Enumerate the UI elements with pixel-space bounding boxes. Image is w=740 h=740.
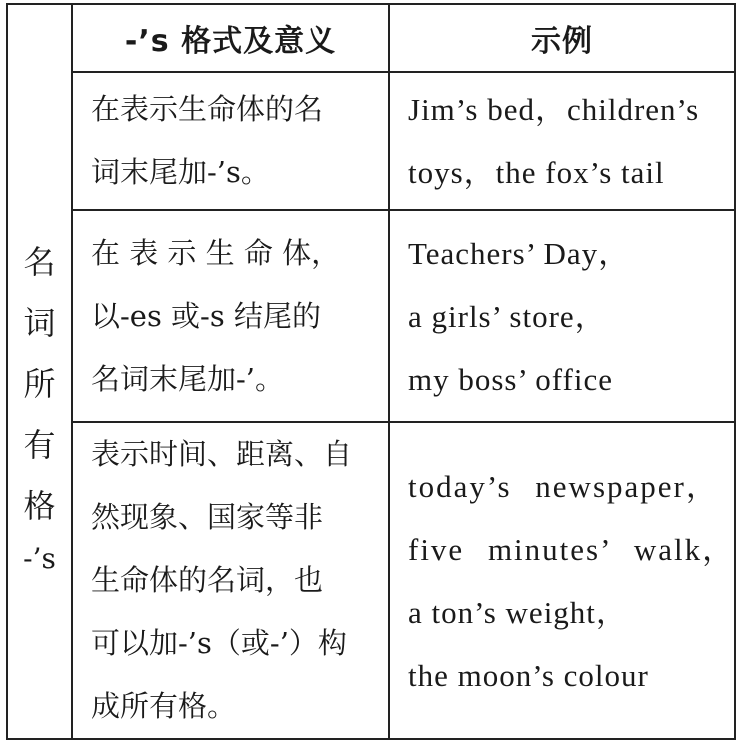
table-row [7,210,735,422]
side-label-char: 词 [23,304,56,342]
side-label-char: 有 [23,426,56,464]
description-line: 成所有格。 [91,689,237,723]
description-line: 生命体的名词，也 [91,563,324,597]
example-line: toys，the fox’s tail [408,155,665,190]
description-line: 词末尾加-’s。 [91,155,270,189]
description-line: 表示时间、距离、自 [91,437,353,471]
description-line: 以-es 或-s 结尾的 [91,298,321,333]
header-format-meaning: -’s 格式及意义 [72,4,389,72]
side-label-cell [7,4,72,739]
description-cell [72,210,389,422]
description-line: 在表示生命体的名 [91,92,324,126]
description-line: 名词末尾加-’。 [91,361,285,396]
example-cell [389,210,735,422]
example-line: my boss’ office [408,361,613,397]
side-label-char: 所 [23,365,56,403]
possessive-table-container [6,3,734,734]
table-row [7,72,735,210]
description-cell [72,422,389,739]
side-label-char: 格 [23,487,56,525]
header-row [7,4,735,72]
example-line: today’s newspaper， [408,468,719,504]
example-line: Teachers’ Day， [408,235,631,271]
description-cell [72,72,389,210]
example-line: a ton’s weight， [408,594,628,630]
example-line: the moon’s colour [408,657,649,693]
description-line: 然现象、国家等非 [91,500,324,534]
side-label-suffix: -’s [23,542,56,575]
side-label-char: 名 [23,243,56,281]
side-label [8,164,71,579]
possessive-case-table [6,3,736,740]
header-example: 示例 [389,4,735,72]
description-line: 可以加-’s（或-’）构 [91,626,347,660]
table-row [7,422,735,739]
description-line: 在 表 示 生 命 体， [91,235,341,270]
example-cell [389,422,735,739]
example-cell [389,72,735,210]
example-line: a girls’ store， [408,298,607,334]
example-line: Jim’s bed，children’s [408,92,700,127]
example-line: five minutes’ walk， [408,531,736,567]
